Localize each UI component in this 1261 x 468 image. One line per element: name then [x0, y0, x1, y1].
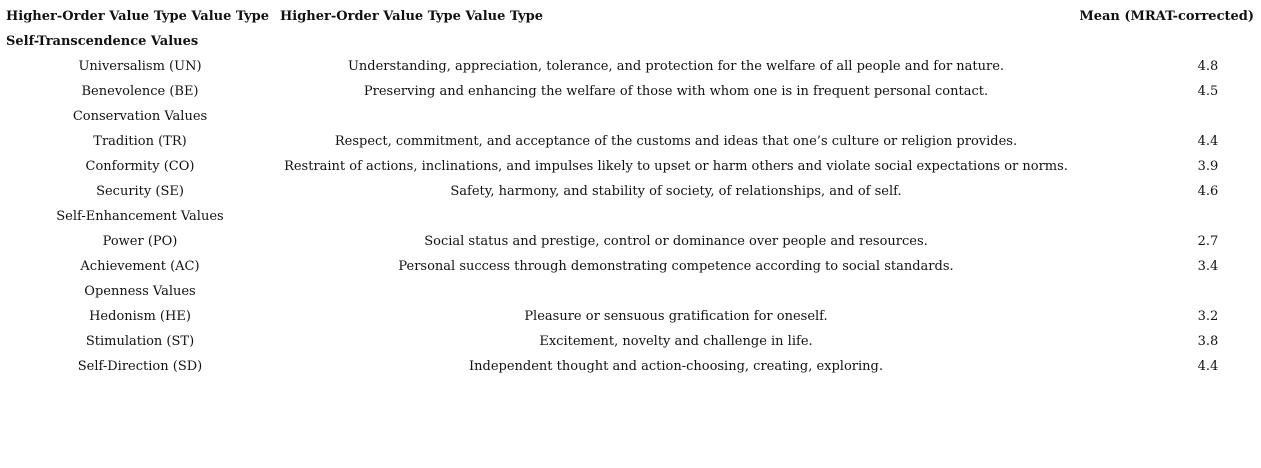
table-row	[6, 329, 1256, 354]
definition-cell: Pleasure or sensuous gratification for oneself.	[524, 309, 828, 324]
table-row	[6, 154, 1256, 179]
table-row	[6, 54, 1256, 79]
table-row	[6, 229, 1256, 254]
group-row-conservation	[6, 104, 1256, 129]
group-row-openness	[6, 279, 1256, 304]
value-type-cell: Self-Direction (SD)	[77, 359, 203, 374]
value-type-cell: Power (PO)	[102, 234, 178, 249]
mean-cell: 4.8	[1197, 59, 1219, 74]
mean-cell: 4.4	[1197, 359, 1219, 374]
table-row	[6, 79, 1256, 104]
mean-cell: 3.8	[1197, 334, 1219, 349]
mean-cell: 2.7	[1197, 234, 1219, 249]
definition-cell: Excitement, novelty and challenge in life.	[539, 334, 813, 349]
table-row	[6, 354, 1256, 379]
mean-cell: 3.4	[1197, 259, 1219, 274]
value-type-cell: Benevolence (BE)	[81, 84, 199, 99]
group-label: Conservation Values	[72, 109, 208, 124]
column-header-definition: Higher-Order Value Type Value Type	[280, 9, 544, 24]
group-label: Self-Transcendence Values	[6, 34, 199, 49]
group-row-self-transcendence	[6, 29, 1256, 54]
definition-cell: Restraint of actions, inclinations, and impulses likely to upset or harm others and violate social expectations or norms.	[284, 159, 1068, 174]
group-label: Openness Values	[84, 284, 196, 299]
mean-cell: 3.9	[1197, 159, 1219, 174]
table-row	[6, 179, 1256, 204]
value-type-cell: Security (SE)	[96, 184, 184, 199]
mean-cell: 3.2	[1197, 309, 1219, 324]
definition-cell: Preserving and enhancing the welfare of those with whom one is in frequent personal contact.	[363, 84, 989, 99]
values-table	[6, 4, 1256, 379]
definition-cell: Respect, commitment, and acceptance of the customs and ideas that one’s culture or religion provides.	[334, 134, 1018, 149]
value-type-cell: Tradition (TR)	[93, 134, 187, 149]
mean-cell: 4.6	[1197, 184, 1219, 199]
column-header-value-type: Higher-Order Value Type Value Type	[6, 9, 270, 24]
mean-cell: 4.5	[1197, 84, 1219, 99]
definition-cell: Safety, harmony, and stability of society, of relationships, and of self.	[450, 184, 902, 199]
value-type-cell: Universalism (UN)	[78, 59, 202, 74]
value-type-cell: Hedonism (HE)	[89, 309, 191, 324]
value-type-cell: Stimulation (ST)	[85, 334, 195, 349]
value-type-cell: Conformity (CO)	[85, 159, 195, 174]
table-row	[6, 254, 1256, 279]
definition-cell: Understanding, appreciation, tolerance, and protection for the welfare of all people and for nature.	[347, 59, 1005, 74]
group-label: Self-Enhancement Values	[56, 209, 224, 224]
table-row	[6, 304, 1256, 329]
table-row	[6, 129, 1256, 154]
table-header-row	[6, 4, 1256, 29]
definition-cell: Social status and prestige, control or dominance over people and resources.	[424, 234, 928, 249]
value-type-cell: Achievement (AC)	[80, 259, 200, 274]
mean-cell: 4.4	[1197, 134, 1219, 149]
definition-cell: Independent thought and action-choosing, creating, exploring.	[469, 359, 883, 374]
definition-cell: Personal success through demonstrating competence according to social standards.	[398, 259, 954, 274]
group-row-self-enhancement	[6, 204, 1256, 229]
column-header-mean: Mean (MRAT-corrected)	[1079, 9, 1254, 24]
